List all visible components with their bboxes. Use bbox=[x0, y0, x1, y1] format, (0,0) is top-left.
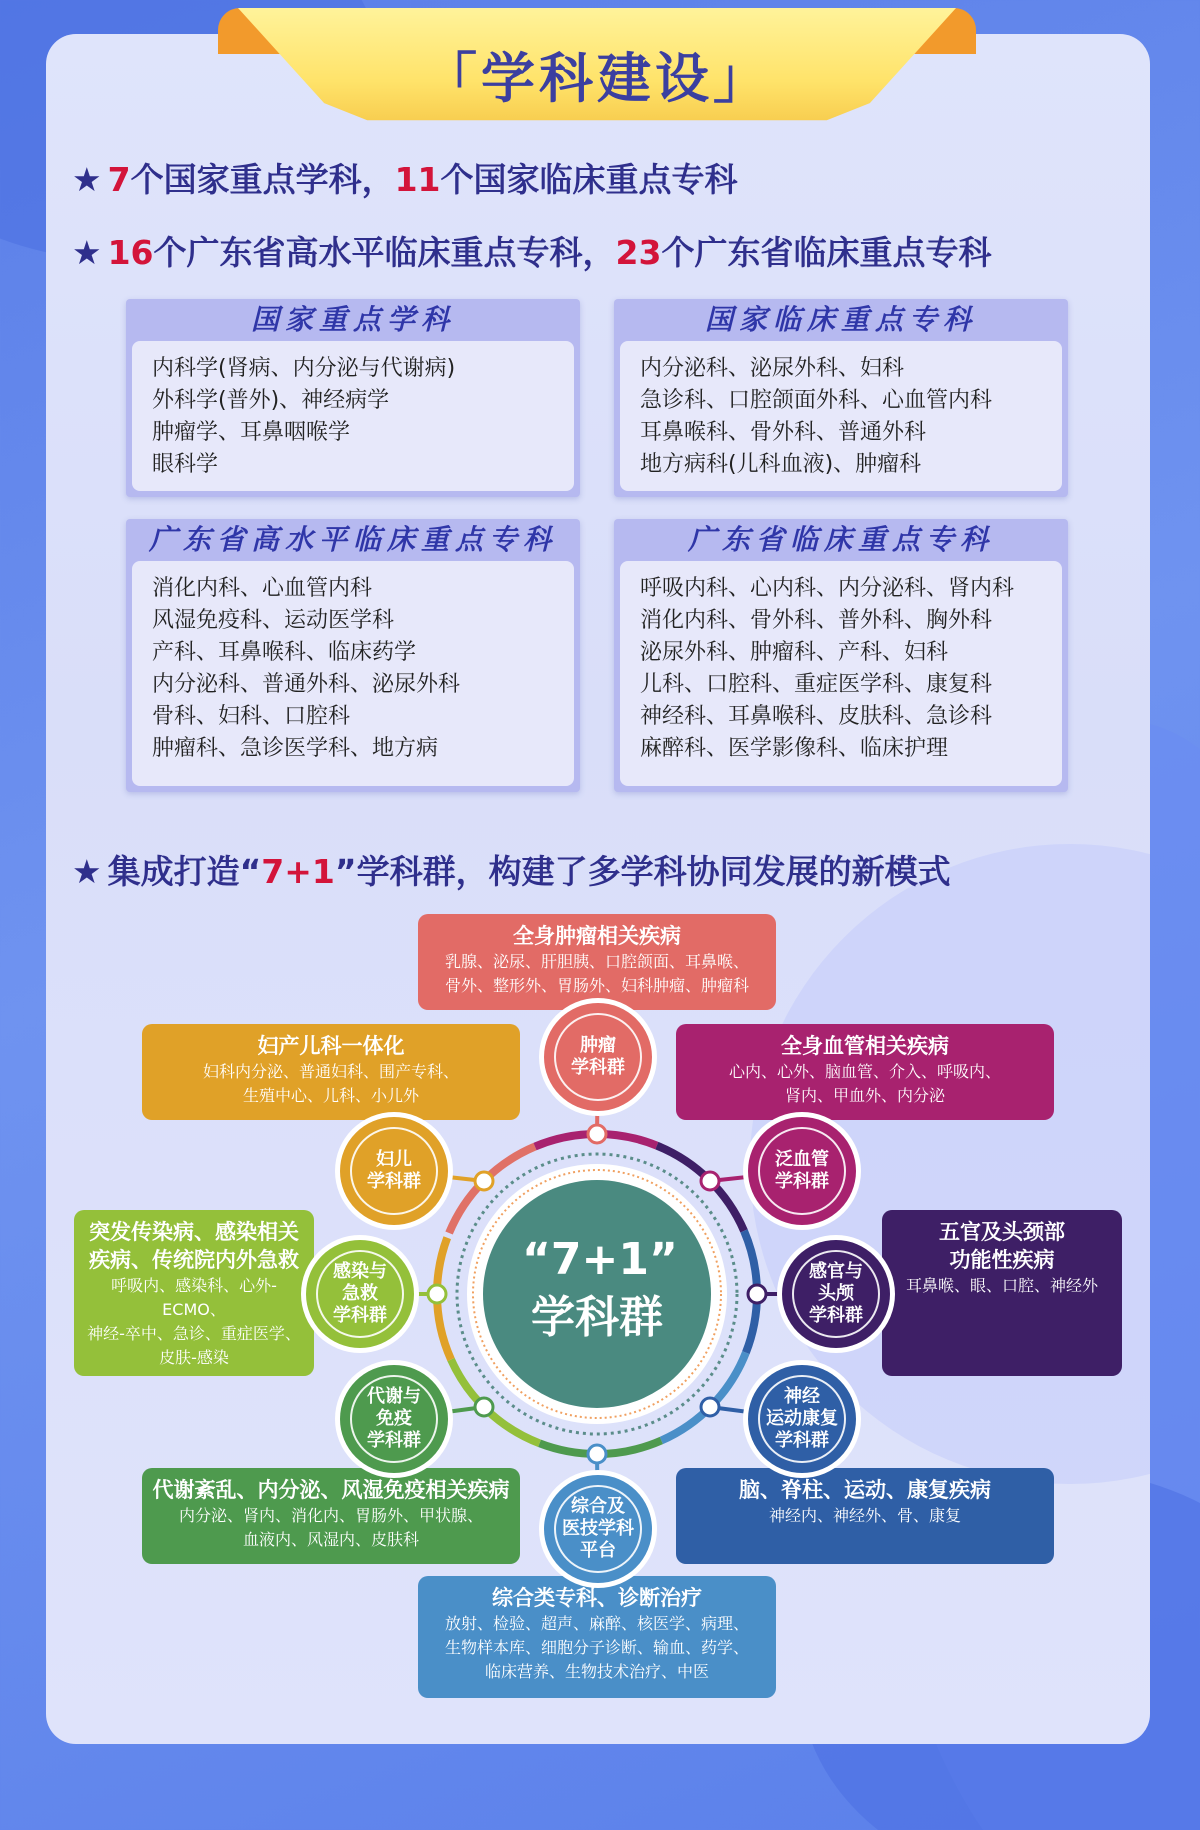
group-desc: 耳鼻喉、眼、口腔、神经外 bbox=[905, 1276, 1098, 1295]
group-desc: 神经内、神经外、骨、康复 bbox=[768, 1506, 961, 1525]
group-node bbox=[782, 1240, 890, 1348]
group-title: 疾病、传统院内外急救 bbox=[89, 1248, 299, 1272]
specialty-line: 地方病科(儿科血液)、肿瘤科 bbox=[640, 452, 922, 477]
specialty-line: 急诊科、口腔颌面外科、心血管内科 bbox=[640, 388, 993, 413]
group-desc: 生殖中心、儿科、小儿外 bbox=[242, 1086, 419, 1105]
headline-number: 7+1 bbox=[261, 852, 335, 891]
group-desc: 妇科内分泌、普通妇科、围产专科、 bbox=[202, 1062, 459, 1081]
specialty-line: 内科学(肾病、内分泌与代谢病) bbox=[152, 356, 456, 381]
group-title: 五官及头颈部 bbox=[939, 1220, 1065, 1244]
group-title: 综合类专科、诊断治疗 bbox=[492, 1586, 702, 1610]
group-title: 突发传染病、感染相关 bbox=[89, 1220, 299, 1244]
group-node bbox=[748, 1117, 856, 1225]
ring-dot bbox=[475, 1172, 493, 1190]
specialty-line: 产科、耳鼻喉科、临床药学 bbox=[152, 640, 417, 665]
specialty-line: 呼吸内科、心内科、内分泌科、肾内科 bbox=[640, 576, 1015, 601]
box-title: 广东省临床重点专科 bbox=[687, 523, 994, 556]
node-label: 感染与 bbox=[333, 1261, 387, 1282]
node-label: 急救 bbox=[342, 1283, 378, 1304]
group-desc: 皮肤-感染 bbox=[159, 1348, 229, 1367]
specialty-line: 神经科、耳鼻喉科、皮肤科、急诊科 bbox=[640, 704, 993, 729]
group-desc: 呼吸内、感染科、心外-ECMO、 bbox=[111, 1276, 277, 1319]
star-icon: ★ bbox=[72, 160, 102, 199]
headline-text: 个广东省临床重点专科 bbox=[661, 233, 992, 272]
box-title: 广东省高水平临床重点专科 bbox=[148, 523, 557, 556]
group-node bbox=[544, 1475, 652, 1583]
headline-number: 16 bbox=[107, 233, 154, 272]
star-icon: ★ bbox=[72, 852, 102, 891]
ring-dot bbox=[588, 1125, 606, 1143]
node-label: 医技学科 bbox=[562, 1518, 634, 1539]
specialty-line: 肿瘤学、耳鼻咽喉学 bbox=[152, 420, 351, 445]
node-label: 学科群 bbox=[775, 1430, 829, 1451]
specialty-line: 骨科、妇科、口腔科 bbox=[152, 704, 351, 729]
group-title: 代谢紊乱、内分泌、风湿免疫相关疾病 bbox=[152, 1478, 510, 1502]
node-label: 神经 bbox=[784, 1386, 820, 1407]
group-title: 妇产儿科一体化 bbox=[257, 1034, 405, 1058]
headline-text: 个国家重点学科， bbox=[130, 160, 395, 199]
group-card bbox=[676, 1468, 1054, 1564]
specialty-line: 风湿免疫科、运动医学科 bbox=[152, 608, 395, 633]
ring-dot bbox=[428, 1285, 446, 1303]
group-node bbox=[340, 1117, 448, 1225]
group-card bbox=[418, 914, 776, 1010]
specialty-line: 泌尿外科、肿瘤科、产科、妇科 bbox=[640, 640, 949, 665]
node-label: 平台 bbox=[580, 1540, 616, 1561]
node-label: 学科群 bbox=[333, 1305, 387, 1326]
specialty-line: 儿科、口腔科、重症医学科、康复科 bbox=[640, 672, 993, 697]
specialty-line: 眼科学 bbox=[152, 452, 219, 477]
group-card bbox=[418, 1576, 776, 1698]
group-title: 全身肿瘤相关疾病 bbox=[513, 924, 681, 948]
node-label: 免疫 bbox=[376, 1408, 412, 1429]
group-node bbox=[306, 1240, 414, 1348]
specialty-line: 麻醉科、医学影像科、临床护理 bbox=[640, 736, 949, 761]
group-card bbox=[74, 1210, 314, 1376]
group-node bbox=[340, 1365, 448, 1473]
node-label: 学科群 bbox=[775, 1171, 829, 1192]
specialty-line: 外科学(普外)、神经病学 bbox=[152, 388, 390, 413]
group-desc: 血液内、风湿内、皮肤科 bbox=[242, 1530, 419, 1549]
group-title: 功能性疾病 bbox=[949, 1248, 1055, 1272]
node-label: 运动康复 bbox=[766, 1408, 838, 1429]
group-node bbox=[544, 1003, 652, 1111]
group-card bbox=[676, 1024, 1054, 1120]
specialty-line: 消化内科、骨外科、普外科、胸外科 bbox=[640, 608, 993, 633]
specialty-line: 内分泌科、普通外科、泌尿外科 bbox=[152, 672, 461, 697]
group-card bbox=[142, 1468, 520, 1564]
node-label: 泛血管 bbox=[775, 1149, 829, 1170]
node-label: 学科群 bbox=[809, 1305, 863, 1326]
node-label: 妇儿 bbox=[376, 1149, 412, 1170]
node-label: 综合及 bbox=[571, 1496, 625, 1517]
specialty-line: 消化内科、心血管内科 bbox=[152, 576, 373, 601]
headline-number: 11 bbox=[394, 160, 441, 199]
node-label: 代谢与 bbox=[367, 1386, 421, 1407]
headline-text: 个广东省高水平临床重点专科， bbox=[153, 233, 616, 272]
group-desc: 骨外、整形外、胃肠外、妇科肿瘤、肿瘤科 bbox=[444, 976, 749, 995]
node-label: 学科群 bbox=[367, 1430, 421, 1451]
ring-dot bbox=[701, 1398, 719, 1416]
group-desc: 放射、检验、超声、麻醉、核医学、病理、 bbox=[444, 1614, 749, 1633]
group-node bbox=[748, 1365, 856, 1473]
group-title: 全身血管相关疾病 bbox=[781, 1034, 949, 1058]
center-label bbox=[522, 1232, 678, 1348]
center-line1: “7+1” bbox=[522, 1234, 678, 1285]
group-desc: 内分泌、肾内、消化内、胃肠外、甲状腺、 bbox=[178, 1506, 483, 1525]
group-desc: 肾内、甲血外、内分泌 bbox=[784, 1086, 945, 1105]
box-title: 国家临床重点专科 bbox=[704, 303, 977, 336]
star-icon: ★ bbox=[72, 233, 102, 272]
headline-text: ”学科群，构建了多学科协同发展的新模式 bbox=[334, 852, 951, 891]
headline-text: 个国家临床重点专科 bbox=[440, 160, 738, 199]
headline-number: 7 bbox=[107, 160, 131, 199]
headline-number: 23 bbox=[615, 233, 662, 272]
node-label: 头颅 bbox=[818, 1283, 854, 1304]
ring-dot bbox=[748, 1285, 766, 1303]
group-desc: 乳腺、泌尿、肝胆胰、口腔颌面、耳鼻喉、 bbox=[444, 952, 749, 971]
node-label: 学科群 bbox=[571, 1057, 625, 1078]
ring-dot bbox=[701, 1172, 719, 1190]
center-line2: 学科群 bbox=[531, 1292, 663, 1343]
ring-dot bbox=[588, 1445, 606, 1463]
group-desc: 生物样本库、细胞分子诊断、输血、药学、 bbox=[444, 1638, 749, 1657]
group-card bbox=[142, 1024, 520, 1120]
group-title: 脑、脊柱、运动、康复疾病 bbox=[739, 1478, 991, 1502]
page-title: 「学科建设」 bbox=[423, 47, 771, 110]
group-desc: 临床营养、生物技术治疗、中医 bbox=[484, 1662, 709, 1681]
group-desc: 心内、心外、脑血管、介入、呼吸内、 bbox=[728, 1062, 1001, 1081]
specialty-line: 耳鼻喉科、骨外科、普通外科 bbox=[640, 420, 927, 445]
node-label: 肿瘤 bbox=[580, 1035, 616, 1056]
node-label: 感官与 bbox=[809, 1261, 863, 1282]
ring-dot bbox=[475, 1398, 493, 1416]
specialty-line: 内分泌科、泌尿外科、妇科 bbox=[640, 356, 905, 381]
specialty-line: 肿瘤科、急诊医学科、地方病 bbox=[152, 736, 439, 761]
group-desc: 神经-卒中、急诊、重症医学、 bbox=[87, 1324, 301, 1343]
group-card bbox=[882, 1210, 1122, 1376]
node-label: 学科群 bbox=[367, 1171, 421, 1192]
box-title: 国家重点学科 bbox=[250, 303, 455, 336]
headline-text: 集成打造“ bbox=[107, 852, 262, 891]
